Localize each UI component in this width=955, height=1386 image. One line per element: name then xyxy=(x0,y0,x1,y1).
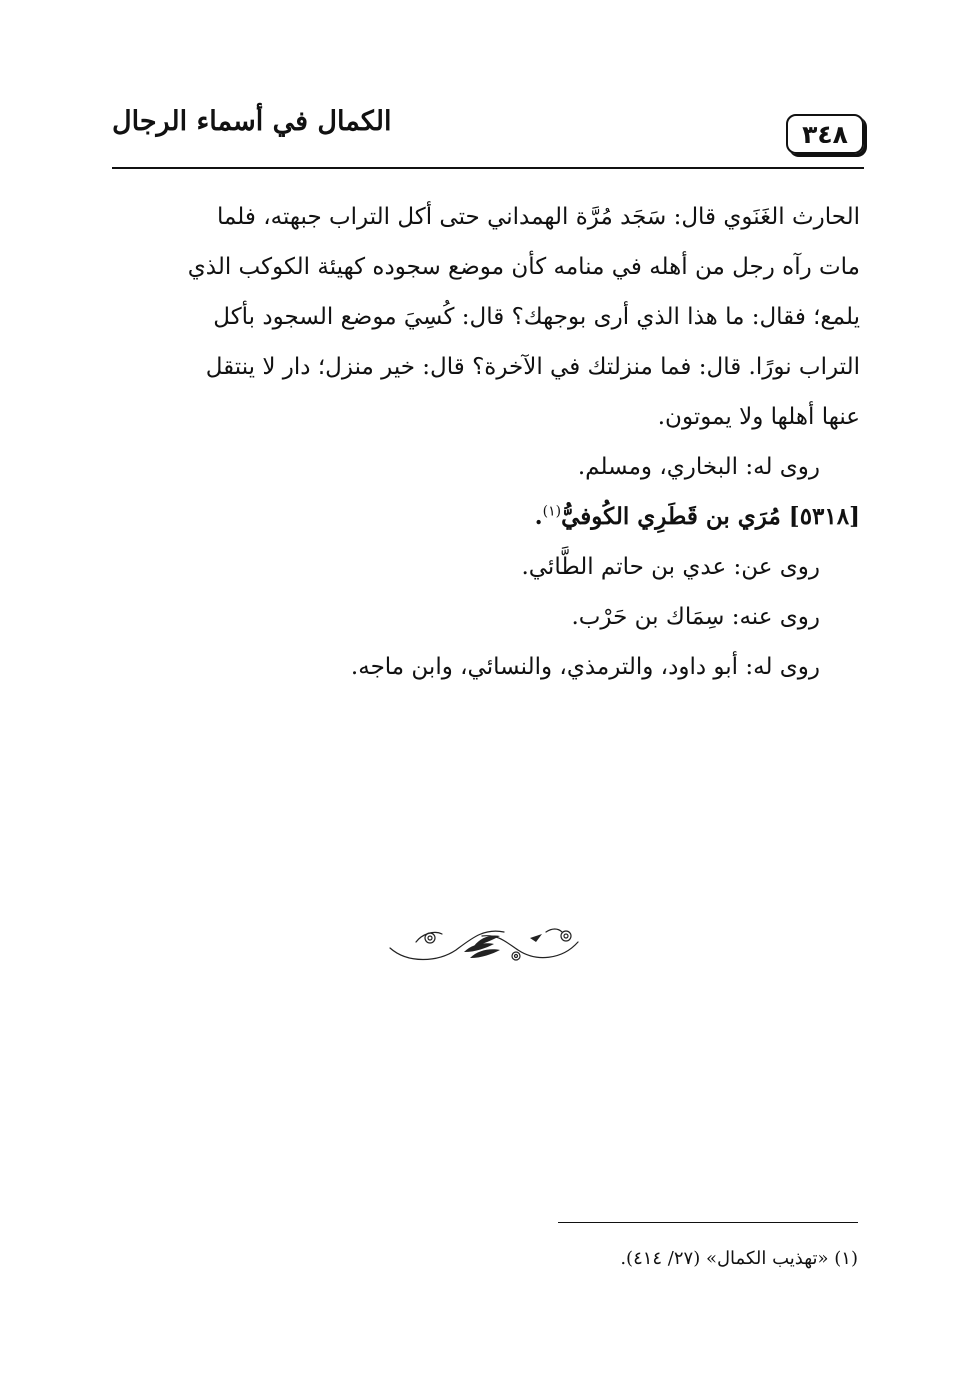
book-title: الكمال في أسماء الرجال xyxy=(112,106,392,137)
page-header xyxy=(112,104,864,164)
narrated-by: روى له: أبو داود، والترمذي، والنسائي، وابن ماجه. xyxy=(350,654,820,680)
narrated-to: روى عنه: سِمَاك بن حَرْب. xyxy=(571,604,820,630)
paragraph-line: الحارث الغَنَوي قال: سَجَد مُرَّة الهمداني حتى أكل التراب جبهته، فلما xyxy=(216,204,860,230)
paragraph-line: التراب نورًا. قال: فما منزلتك في الآخرة؟ قال: خير منزل؛ دار لا ينتقل xyxy=(205,354,860,380)
paragraph-line: يلمع؛ فقال: ما هذا الذي أرى بوجهك؟ قال: كُسِيَ موضع السجود بأكل xyxy=(213,304,860,330)
footnote-ref[interactable]: (١) xyxy=(542,503,562,520)
paragraph-line: مات رآه رجل من أهله في منامه كأن موضع سجوده كهيئة الكوكب الذي xyxy=(187,254,860,280)
floral-divider-icon xyxy=(386,922,582,968)
entry-heading xyxy=(108,492,860,542)
entry-period: . xyxy=(534,503,543,530)
body-text xyxy=(108,192,860,692)
header-rule xyxy=(112,167,864,169)
entry-name: مُرَي بن قَطَرِي الكُوفيُّ xyxy=(561,503,781,530)
paragraph-line: عنها أهلها ولا يموتون. xyxy=(657,404,860,430)
narrated-by-prev: روى له: البخاري، ومسلم. xyxy=(577,454,820,480)
narrated-from: روى عن: عدي بن حاتم الطَّائي. xyxy=(521,554,820,580)
page-number: ٣٤٨ xyxy=(786,114,864,154)
footnote-text: (١) «تهذيب الكمال» (٢٧/ ٤١٤). xyxy=(620,1248,858,1269)
footnote-rule xyxy=(558,1222,858,1223)
entry-number: [٥٣١٨] xyxy=(788,503,860,530)
